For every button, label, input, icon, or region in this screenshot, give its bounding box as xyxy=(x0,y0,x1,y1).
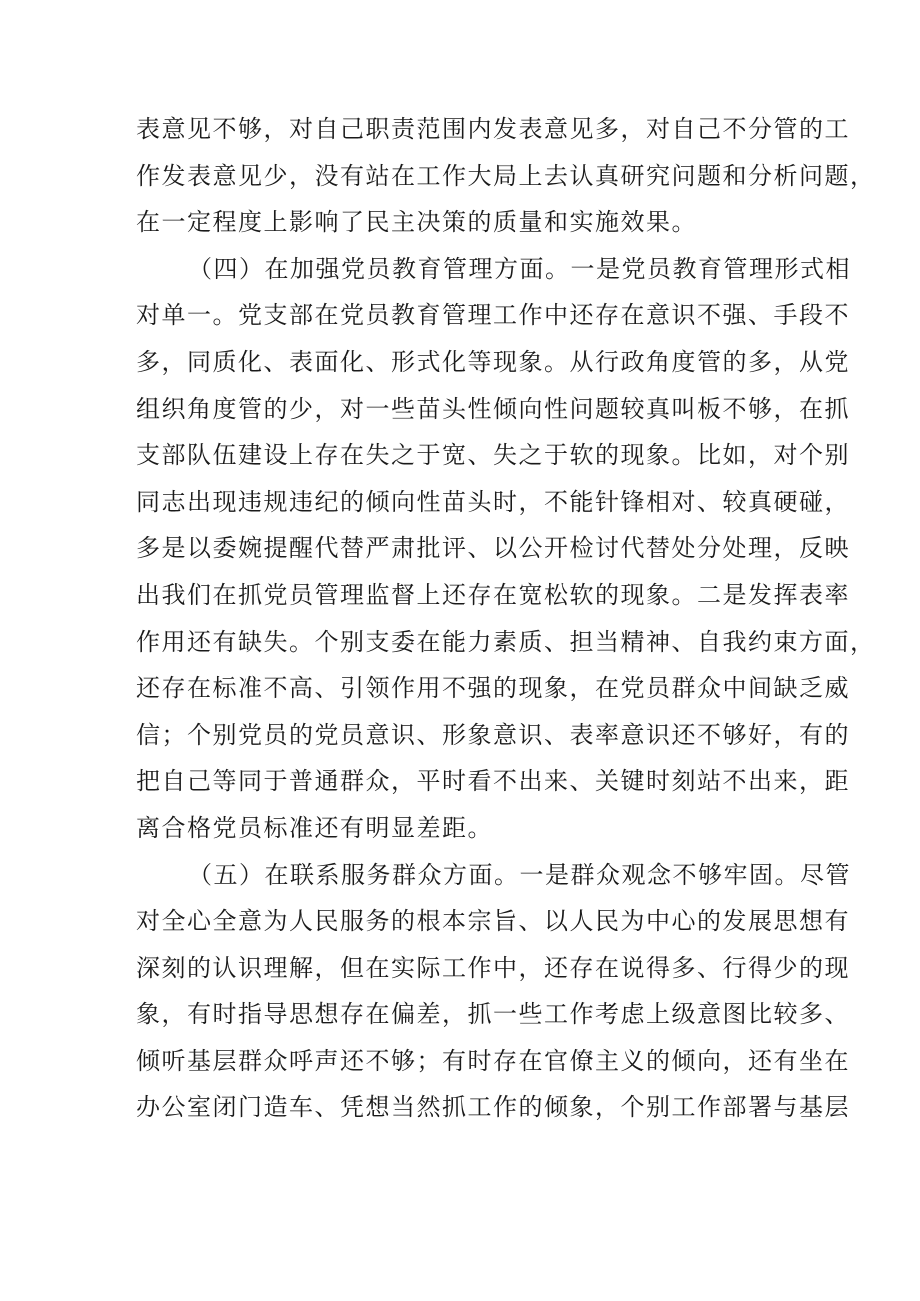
text-line: 信；个别党员的党员意识、形象意识、表率意识还不够好，有的 xyxy=(136,720,850,749)
text-line: （四）在加强党员教育管理方面。一是党员教育管理形式相 xyxy=(188,254,851,283)
text-line: 多，同质化、表面化、形式化等现象。从行政角度管的多，从党 xyxy=(136,347,850,376)
text-line: 表意见不够，对自己职责范围内发表意见多，对自己不分管的工 xyxy=(136,115,850,143)
text-line: 象，有时指导思想存在偏差，抓一些工作考虑上级意图比较多、 xyxy=(136,1000,850,1029)
text-line: 倾听基层群众呼声还不够；有时存在官僚主义的倾向，还有坐在 xyxy=(136,1046,850,1075)
text-line: （五）在联系服务群众方面。一是群众观念不够牢固。尽管 xyxy=(188,860,851,889)
paragraph-section-four xyxy=(136,246,876,852)
text-line: 出我们在抓党员管理监督上还存在宽松软的现象。二是发挥表率 xyxy=(136,580,850,609)
paragraph-continued xyxy=(136,106,876,246)
text-line: 办公室闭门造车、凭想当然抓工作的倾象，个别工作部署与基层 xyxy=(136,1093,850,1122)
text-line: 在一定程度上影响了民主决策的质量和实施效果。 xyxy=(136,208,697,237)
paragraph-section-five xyxy=(136,852,851,1132)
document-body xyxy=(136,106,876,1131)
text-line: 组织角度管的少，对一些苗头性倾向性问题较真叫板不够，在抓 xyxy=(136,394,850,423)
text-line: 深刻的认识理解，但在实际工作中，还存在说得多、行得少的现 xyxy=(136,953,850,982)
text-line: 作用还有缺失。个别支委在能力素质、担当精神、自我约束方面， xyxy=(136,627,876,656)
text-line: 支部队伍建设上存在失之于宽、失之于软的现象。比如，对个别 xyxy=(136,441,850,470)
text-line: 对单一。党支部在党员教育管理工作中还存在意识不强、手段不 xyxy=(136,301,850,330)
text-line: 同志出现违规违纪的倾向性苗头时，不能针锋相对、较真硬碰， xyxy=(136,487,850,516)
text-line: 离合格党员标准还有明显差距。 xyxy=(136,813,493,842)
text-line: 作发表意见少，没有站在工作大局上去认真研究问题和分析问题， xyxy=(136,161,876,190)
text-line: 对全心全意为人民服务的根本宗旨、以人民为中心的发展思想有 xyxy=(136,907,850,936)
text-line: 还存在标准不高、引领作用不强的现象，在党员群众中间缺乏威 xyxy=(136,674,850,703)
text-line: 把自己等同于普通群众，平时看不出来、关键时刻站不出来，距 xyxy=(136,767,850,796)
text-line: 多是以委婉提醒代替严肃批评、以公开检讨代替处分处理，反映 xyxy=(136,534,850,563)
